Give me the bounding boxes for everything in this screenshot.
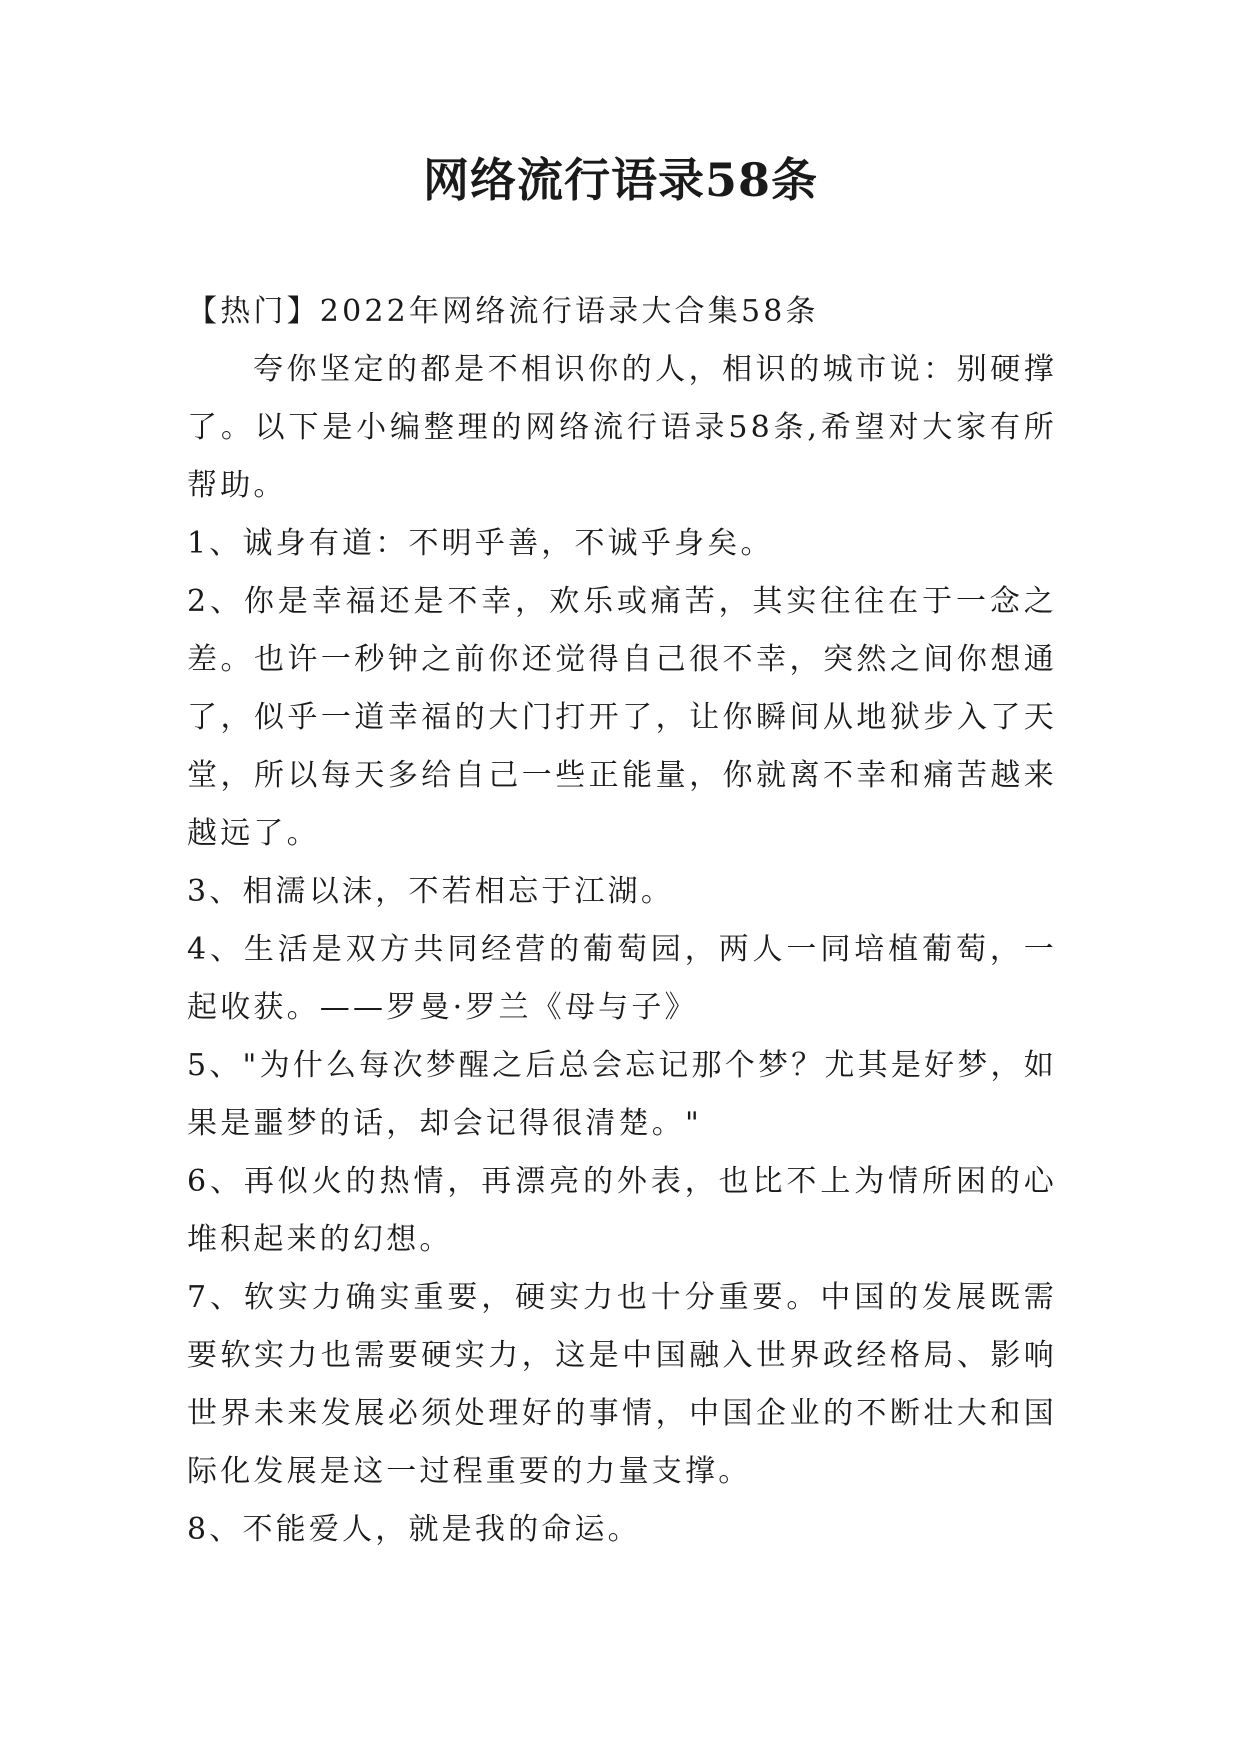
subtitle: 【热门】2022年网络流行语录大合集58条: [187, 294, 819, 329]
intro-paragraph: 夸你坚定的都是不相识你的人，相识的城市说：别硬撑了。以下是小编整理的网络流行语录58条,希望对大家有所帮助。: [187, 352, 1057, 503]
document-title: 网络流行语录58条: [422, 153, 818, 207]
list-item: 3、相濡以沫，不若相忘于江湖。: [187, 874, 675, 909]
list-item: 5、"为什么每次梦醒之后总会忘记那个梦？尤其是好梦，如果是噩梦的话，却会记得很清楚。": [187, 1048, 1057, 1141]
list-item: 1、诚身有道：不明乎善，不诚乎身矣。: [187, 526, 774, 561]
list-item: 8、不能爱人，就是我的命运。: [187, 1512, 641, 1547]
list-item: 7、软实力确实重要，硬实力也十分重要。中国的发展既需要软实力也需要硬实力，这是中国融入世界政经格局、影响世界未来发展必须处理好的事情，中国企业的不断壮大和国际化发展是这一过程重要的力量支撑。: [187, 1280, 1057, 1489]
document-body: [187, 283, 1057, 1559]
list-item: 4、生活是双方共同经营的葡萄园，两人一同培植葡萄，一起收获。——罗曼·罗兰《母与子》: [187, 932, 1057, 1025]
list-item: 6、再似火的热情，再漂亮的外表，也比不上为情所困的心堆积起来的幻想。: [187, 1164, 1057, 1257]
list-item: 2、你是幸福还是不幸，欢乐或痛苦，其实往往在于一念之差。也许一秒钟之前你还觉得自己很不幸，突然之间你想通了，似乎一道幸福的大门打开了，让你瞬间从地狱步入了天堂，所以每天多给自己一些正能量，你就离不幸和痛苦越来越远了。: [187, 584, 1057, 851]
